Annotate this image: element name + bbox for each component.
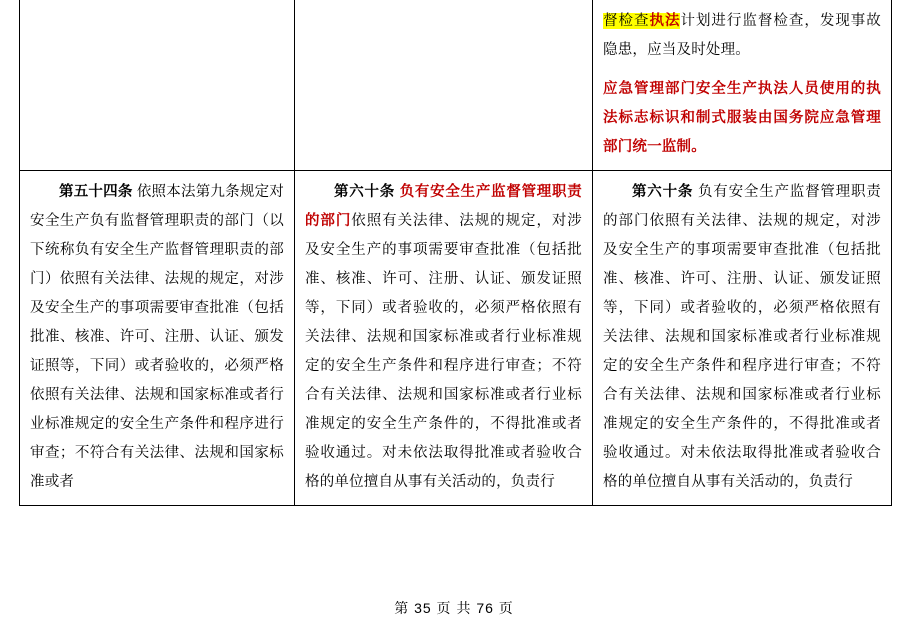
table-row-article [20, 171, 892, 506]
article-54-paragraph [30, 178, 284, 497]
cell-col3-continuation [593, 0, 892, 171]
article-60-right-title: 第六十条 [632, 184, 694, 200]
article-60-mid-paragraph [305, 178, 582, 497]
comparison-table [19, 0, 892, 506]
article-60-right-paragraph [603, 178, 881, 497]
continuation-paragraph [603, 7, 881, 65]
article-60-mid-body: 依照有关法律、法规的规定，对涉及安全生产的事项需要审查批准（包括批准、核准、许可、注册、认证、颁发证照等，下同）或者验收的，必须严格依照有关法律、法规和国家标准或者行业标准规定的安全生产条件和程序进行审查；不符合有关法律、法规和国家标准或者行业标准规定的安全生产条件的，不得批准或者验收通过。对未依法取得批准或者验收合格的单位擅自从事有关活动的，负责行 [305, 213, 582, 490]
article-54-body: 依照本法第九条规定对安全生产负有监督管理职责的部门（以下统称负有安全生产监督管理职责的部门）依照有关法律、法规的规定，对涉及安全生产的事项需要审查批准（包括批准、核准、许可、注册、认证、颁发证照等，下同）或者验收的，必须严格依照有关法律、法规和国家标准或者行业标准规定的安全生产条件和程序进行审查；不符合有关法律、法规和国家标准或者 [30, 184, 284, 490]
article-60-right-body: 负有安全生产监督管理职责的部门依照有关法律、法规的规定，对涉及安全生产的事项需要审查批准（包括批准、核准、许可、注册、认证、颁发证照等，下同）或者验收的，必须严格依照有关法律、法规和国家标准或者行业标准规定的安全生产条件和程序进行审查；不符合有关法律、法规和国家标准或者行业标准规定的安全生产条件的，不得批准或者验收通过。对未依法取得批准或者验收合格的单位擅自从事有关活动的，负责行 [603, 184, 881, 490]
table-row-continuation [20, 0, 892, 171]
cell-col2-article-60 [295, 171, 593, 506]
cell-col1-empty [20, 0, 295, 171]
article-60-mid-title: 第六十条 [334, 184, 395, 200]
article-60-mid-redtext: 负有安全生产监督管理职责的部门 [305, 184, 582, 229]
cell-col1-article-54 [20, 171, 295, 506]
highlight-text-a: 督检查 [603, 13, 650, 29]
added-paragraph: 应急管理部门安全生产执法人员使用的执法标志标识和制式服装由国务院应急管理部门统一监制。 [603, 81, 881, 155]
cell-col2-empty [295, 0, 593, 171]
continuation-rest: 计划进行监督检查，发现事故隐患，应当及时处理。 [603, 13, 881, 58]
highlight-text-b: 执法 [649, 13, 681, 29]
cell-col3-article-60 [593, 171, 892, 506]
page-footer: 第 35 页 共 76 页 [394, 600, 514, 616]
article-54-title: 第五十四条 [59, 184, 133, 200]
